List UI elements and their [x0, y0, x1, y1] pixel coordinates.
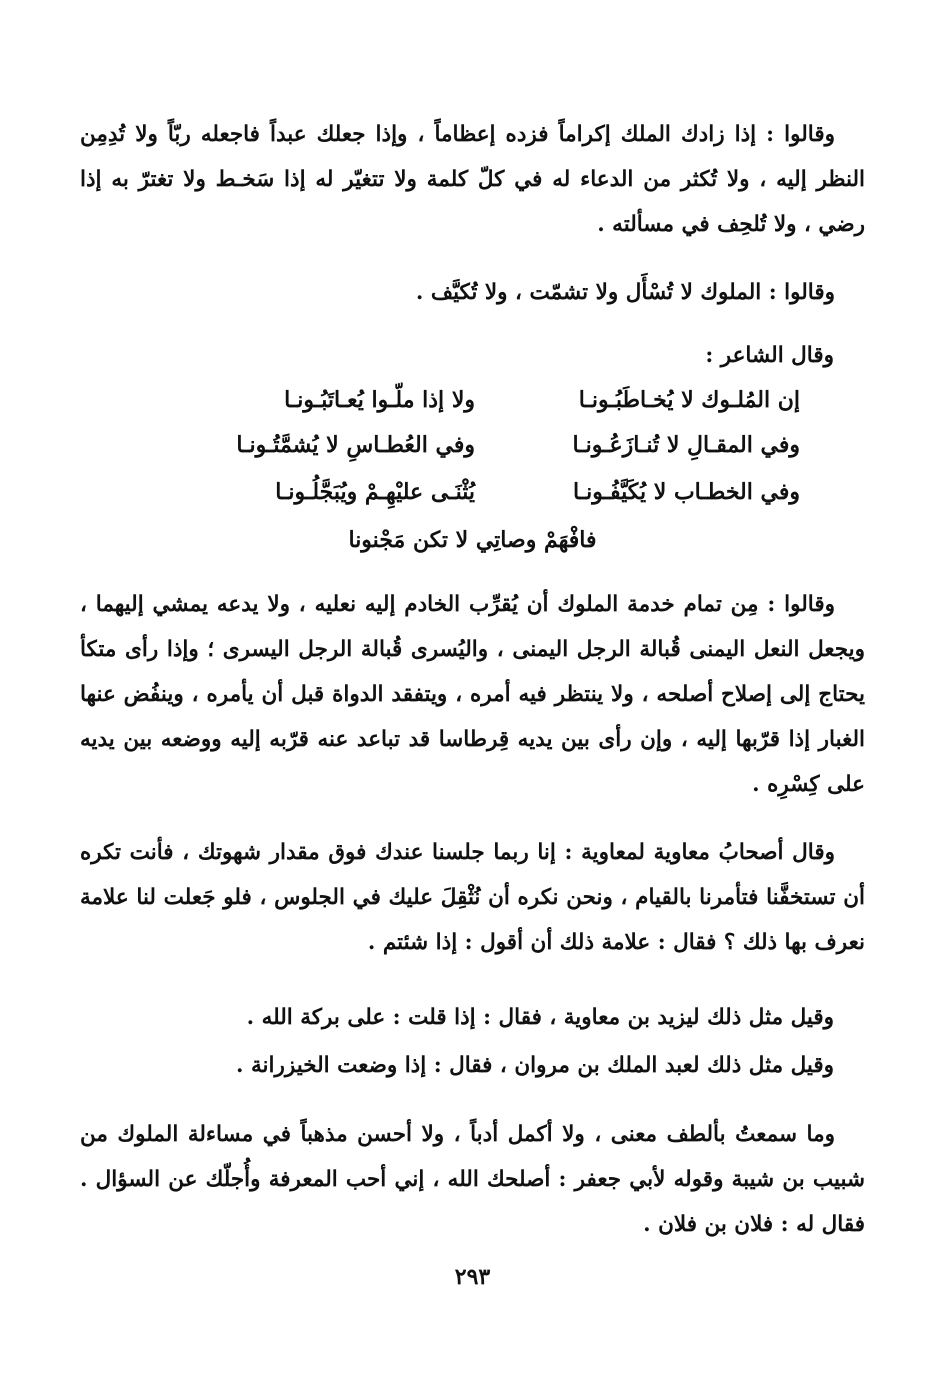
paragraph-4-text: وقالوا : مِن تمام خدمة الملوك أن يُقرِّب الخادم إليه نعليه ، ولا يدعه يمشي إليهما ، ويجعل النعل اليمنى قُبالة الرجل اليمنى ، واليُسرى قُبالة الرجل اليسرى ؛ وإذا رأى متكأ يحتاج إلى إصلاح أصلحه ، ولا ينتظر فيه أمره ، ويتفقد الدواة قبل أن يأمره ، وينفُض عنها الغبار إذا قرّبها إليه ، وإن رأى بين يديه قِرطاسا قد تباعد عنه قرّبه إليه ووضعه بين يديه على كِسْرِه .	[80, 592, 865, 797]
paragraph-2-text: وقالوا : الملوك لا تُسْأَل ولا تشمّت ، ولا تُكيَّف .	[415, 280, 835, 305]
paragraph-1	[80, 112, 865, 247]
verse-1-first-hemistich: إن المُلـوك لا يُخـاطَبُـونـا	[578, 387, 800, 413]
verse-final-line: فافْهَمْ وصاتِي لا تكن مَجْنونا	[348, 527, 597, 553]
paragraph-2	[80, 270, 865, 315]
paragraph-1-text: وقالوا : إذا زادك الملك إكراماً فزده إعظاماً ، وإذا جعلك عبداً فاجعله ربّاً ولا تُدِمِن النظر إليه ، ولا تُكثر من الدعاء له في كلّ كلمة ولا تتغيّر له إذا سَخـط ولا تغترّ به إذا رضي ، ولا تُلحِف في مسألته .	[80, 122, 865, 237]
verse-1-second-hemistich: ولا إذا ملّـوا يُعـاتَبُـونـا	[284, 387, 475, 413]
paragraph-4	[80, 582, 865, 807]
poet-intro: وقال الشاعر :	[705, 343, 834, 368]
paragraph-7	[80, 1112, 865, 1247]
verse-3-first-hemistich: وفي الخطـاب لا يُكَيَّفُـونـا	[572, 479, 800, 505]
verse-2-first-hemistich: وفي المقـالِ لا تُنـازَعُـونـا	[572, 432, 800, 458]
paragraph-6-line-2: وقيل مثل ذلك لعبد الملك بن مروان ، فقال : إذا وضعت الخيزرانة .	[236, 1053, 834, 1078]
paragraph-6-line-1: وقيل مثل ذلك ليزيد بن معاوية ، فقال : إذا قلت : على بركة الله .	[246, 1005, 834, 1030]
paragraph-7-text: وما سمعتُ بألطف معنى ، ولا أكمل أدباً ، ولا أحسن مذهباً في مساءلة الملوك من شبيب بن شيبة وقوله لأبي جعفر : أصلحك الله ، إني أحب المعرفة وأُجلّك عن السؤال . فقال له : فلان بن فلان .	[80, 1122, 865, 1237]
page-number: ٢٩٣	[454, 1264, 491, 1290]
paragraph-5	[80, 830, 865, 965]
verse-2-second-hemistich: وفي العُطـاسِ لا يُشمَّتُـونـا	[236, 432, 475, 458]
paragraph-5-text: وقال أصحابُ معاوية لمعاوية : إنا ربما جلسنا عندك فوق مقدار شهوتك ، فأنت تكره أن تستخفَّنا فتأمرنا بالقيام ، ونحن نكره أن نُثْقِلَ عليك في الجلوس ، فلو جَعلت لنا علامة نعرف بها ذلك ؟ فقال : علامة ذلك أن أقول : إذا شئتم .	[80, 840, 865, 955]
verse-3-second-hemistich: يُثْنَـى عليْهِـمْ ويُبَجَّلُـونـا	[275, 479, 475, 505]
